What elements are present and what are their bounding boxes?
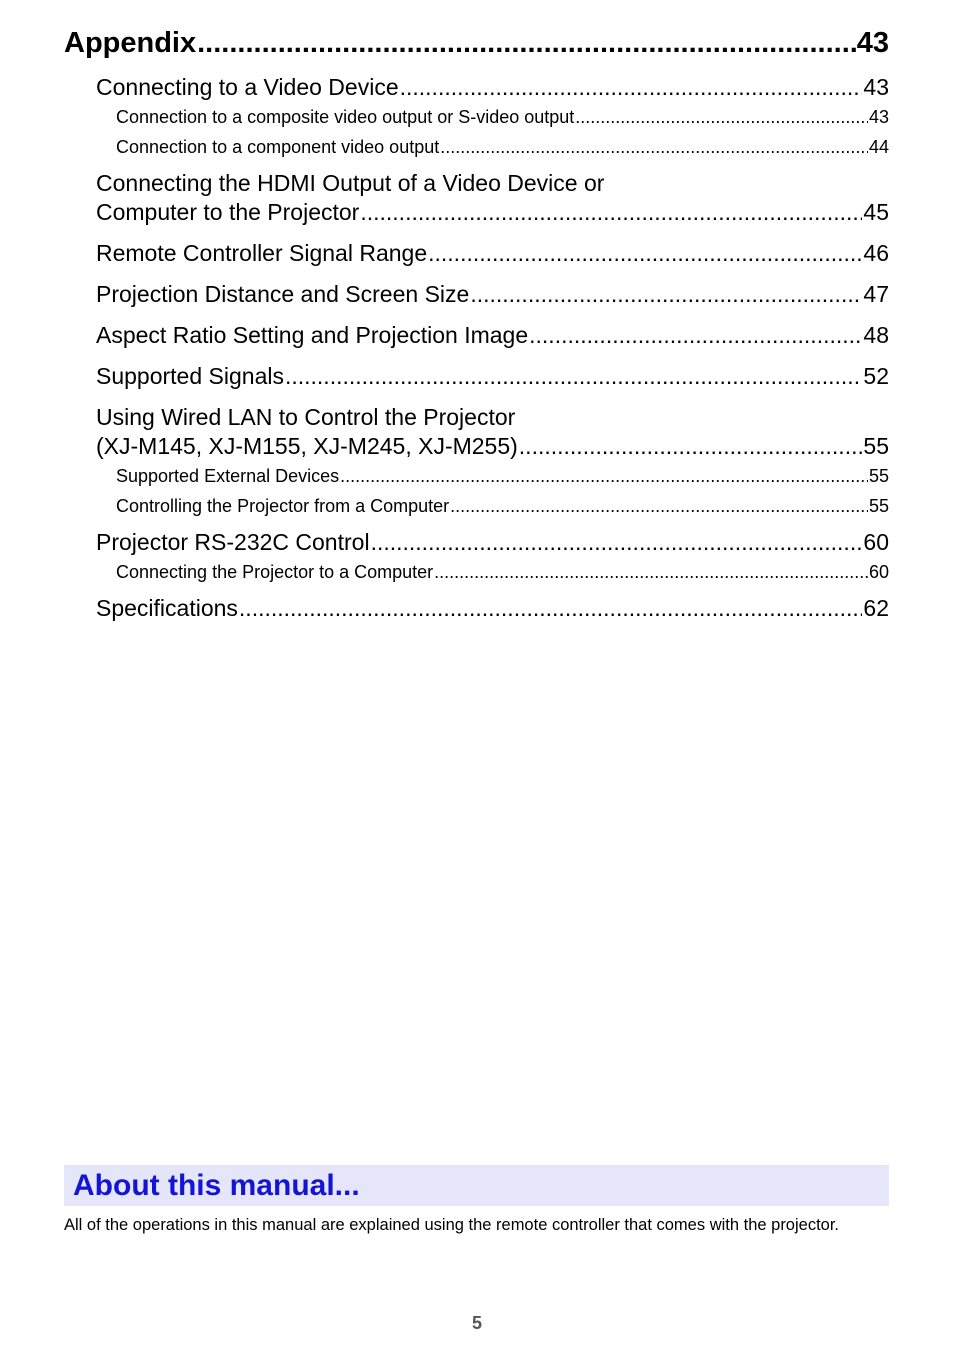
toc-entry[interactable] bbox=[64, 594, 889, 623]
toc-entry-title: Specifications bbox=[96, 595, 238, 621]
about-description: All of the operations in this manual are explained using the remote controller that comes with the projector. bbox=[64, 1216, 840, 1234]
toc-subentry-title: Connecting the Projector to a Computer bbox=[116, 562, 434, 582]
toc-entries bbox=[64, 73, 889, 623]
toc-entry-group bbox=[64, 239, 889, 268]
toc-leader-dots bbox=[285, 362, 862, 391]
toc-entry-title: Aspect Ratio Setting and Projection Image bbox=[96, 322, 529, 348]
toc-chapter-page: 43 bbox=[856, 27, 889, 59]
toc-entry[interactable] bbox=[64, 280, 889, 309]
toc-entry-page: 48 bbox=[863, 322, 889, 348]
toc-entry[interactable] bbox=[64, 528, 889, 557]
toc-entry-group bbox=[64, 528, 889, 587]
toc-leader-dots bbox=[519, 432, 863, 461]
toc-subentry-page: 55 bbox=[868, 496, 889, 516]
toc-leader-dots bbox=[434, 557, 868, 587]
toc-entry-title: Projection Distance and Screen Size bbox=[96, 281, 470, 307]
toc-leader-dots bbox=[450, 491, 868, 521]
toc-entry-group bbox=[64, 280, 889, 309]
toc-leader-dots bbox=[360, 198, 862, 227]
toc-leader-dots bbox=[470, 280, 862, 309]
toc-chapter-appendix[interactable] bbox=[64, 24, 889, 62]
toc-subentry-title: Connection to a component video output bbox=[116, 137, 440, 157]
toc-entry-title: Remote Controller Signal Range bbox=[96, 240, 428, 266]
toc-entry[interactable] bbox=[64, 362, 889, 391]
toc-subentry-title: Connection to a composite video output or S-video output bbox=[116, 107, 575, 127]
toc-entry[interactable] bbox=[64, 321, 889, 350]
toc-leader-dots bbox=[340, 461, 868, 491]
toc-subentry-page: 55 bbox=[868, 466, 889, 486]
toc-entry-group bbox=[64, 594, 889, 623]
toc-entry-title: Computer to the Projector bbox=[96, 199, 360, 225]
toc-entry-title: Projector RS-232C Control bbox=[96, 529, 370, 555]
toc-entry-title: (XJ-M145, XJ-M155, XJ-M245, XJ-M255) bbox=[96, 433, 518, 459]
toc-subentry-title: Supported External Devices bbox=[116, 466, 340, 486]
toc-leader-dots bbox=[400, 73, 863, 102]
toc-entry-group bbox=[64, 73, 889, 162]
page-number: 5 bbox=[471, 1313, 482, 1333]
toc-leader-dots bbox=[239, 594, 862, 623]
toc-entry-title: Connecting to a Video Device bbox=[96, 74, 399, 100]
toc-entry-page: 52 bbox=[863, 363, 889, 389]
toc-leader-dots bbox=[428, 239, 862, 268]
toc-entry-page: 60 bbox=[863, 529, 889, 555]
toc-entry-title-line[interactable]: Connecting the HDMI Output of a Video Device or bbox=[96, 170, 605, 196]
toc-leader-dots bbox=[529, 321, 862, 350]
toc-entry[interactable] bbox=[64, 73, 889, 102]
toc-entry[interactable] bbox=[64, 239, 889, 268]
toc-leader-dots bbox=[440, 132, 868, 162]
toc-subentry-title: Controlling the Projector from a Computer bbox=[116, 496, 450, 516]
toc-entry-page: 45 bbox=[863, 199, 889, 225]
toc-subentry[interactable] bbox=[64, 132, 889, 162]
toc-entry-group bbox=[64, 362, 889, 391]
toc-subentry[interactable] bbox=[64, 102, 889, 132]
about-section-header bbox=[64, 1165, 889, 1206]
toc-entry-page: 46 bbox=[863, 240, 889, 266]
table-of-contents bbox=[64, 24, 889, 635]
toc-entry-title-line[interactable]: Using Wired LAN to Control the Projector bbox=[96, 404, 516, 430]
toc-entry-title: Supported Signals bbox=[96, 363, 284, 389]
toc-leader-dots bbox=[371, 528, 863, 557]
toc-entry-group bbox=[64, 403, 889, 521]
toc-entry-page: 62 bbox=[863, 595, 889, 621]
toc-leader-dots bbox=[197, 24, 856, 62]
about-heading: About this manual... bbox=[73, 1169, 360, 1202]
toc-entry[interactable] bbox=[64, 432, 889, 461]
toc-leader-dots bbox=[575, 102, 868, 132]
toc-entry-page: 55 bbox=[863, 433, 889, 459]
toc-subentry-page: 60 bbox=[868, 562, 889, 582]
toc-subentry[interactable] bbox=[64, 557, 889, 587]
toc-chapter-title: Appendix bbox=[64, 27, 197, 59]
toc-entry-group bbox=[64, 321, 889, 350]
toc-entry-group bbox=[64, 169, 889, 227]
toc-entry[interactable] bbox=[64, 198, 889, 227]
toc-entry-page: 47 bbox=[863, 281, 889, 307]
toc-entry-page: 43 bbox=[863, 74, 889, 100]
toc-subentry-page: 43 bbox=[868, 107, 889, 127]
toc-subentry[interactable] bbox=[64, 491, 889, 521]
toc-subentry[interactable] bbox=[64, 461, 889, 491]
toc-subentry-page: 44 bbox=[868, 137, 889, 157]
